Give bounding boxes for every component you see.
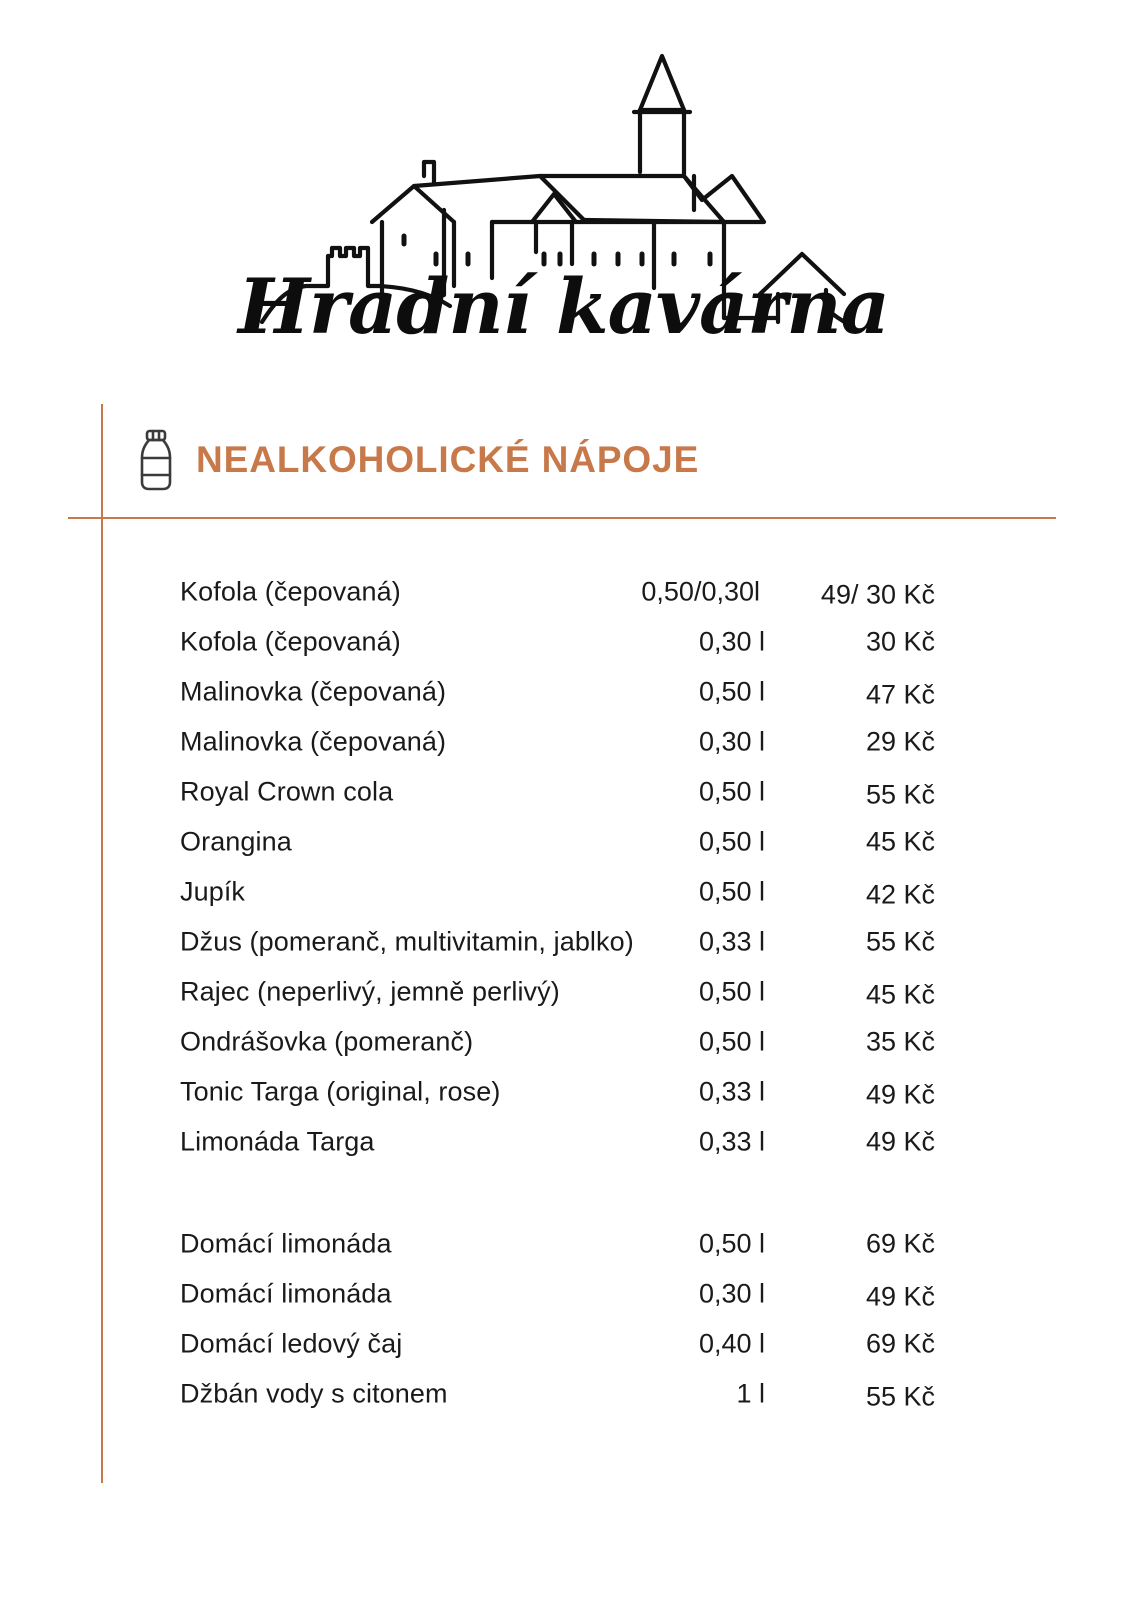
menu-item-price: 30 Kč	[865, 626, 935, 657]
menu-item-volume: 0,50 l	[698, 676, 765, 707]
menu-item-name: Ondrášovka (pomeranč)	[180, 1026, 474, 1057]
menu-item-volume: 0,33 l	[698, 1076, 765, 1107]
menu-item-price: 45 Kč	[865, 826, 935, 857]
menu-item-volume: 1 l	[736, 1378, 765, 1409]
menu-item-price: 49 Kč	[865, 1126, 935, 1157]
menu-item-price: 45 Kč	[865, 979, 935, 1010]
menu-item-volume: 0,30 l	[698, 1278, 765, 1309]
horizontal-divider	[68, 517, 1056, 519]
menu-row	[180, 1017, 940, 1067]
menu-item-volume: 0,30 l	[698, 626, 765, 657]
menu-item-price: 47 Kč	[865, 679, 935, 710]
menu-item-name: Domácí limonáda	[180, 1278, 392, 1309]
menu-row	[180, 567, 940, 617]
menu-row	[180, 1319, 940, 1369]
menu-row	[180, 717, 940, 767]
menu-item-name: Rajec (neperlivý, jemně perlivý)	[180, 976, 560, 1007]
bottle-icon	[138, 428, 174, 492]
menu-item-volume: 0,50 l	[698, 976, 765, 1007]
menu-row	[180, 867, 940, 917]
menu-item-volume: 0,33 l	[698, 926, 765, 957]
menu-item-name: Tonic Targa (original, rose)	[180, 1076, 501, 1107]
menu-row	[180, 767, 940, 817]
menu-row	[180, 967, 940, 1017]
menu-item-price: 49/ 30 Kč	[820, 579, 935, 610]
menu-row	[180, 817, 940, 867]
menu-item-volume: 0,50 l	[698, 876, 765, 907]
section-title: NEALKOHOLICKÉ NÁPOJE	[196, 439, 700, 480]
menu-item-name: Orangina	[180, 826, 292, 857]
menu-item-volume: 0,50 l	[698, 826, 765, 857]
menu-item-price: 69 Kč	[865, 1228, 935, 1259]
menu-item-price: 55 Kč	[865, 926, 935, 957]
menu-item-price: 49 Kč	[865, 1281, 935, 1312]
menu-item-price: 35 Kč	[865, 1026, 935, 1057]
menu-item-name: Kofola (čepovaná)	[180, 626, 401, 657]
menu-row	[180, 1369, 940, 1419]
menu-item-volume: 0,50 l	[698, 776, 765, 807]
menu-row	[180, 667, 940, 717]
brand-name: Hradní kavárna	[238, 262, 889, 351]
menu-item-name: Royal Crown cola	[180, 776, 394, 807]
menu-item-name: Malinovka (čepovaná)	[180, 726, 447, 757]
menu-item-name: Domácí limonáda	[180, 1228, 392, 1259]
menu-item-price: 69 Kč	[865, 1328, 935, 1359]
menu-item-volume: 0,40 l	[698, 1328, 765, 1359]
menu-item-price: 55 Kč	[865, 779, 935, 810]
menu-item-name: Džbán vody s citonem	[180, 1378, 448, 1409]
menu-item-volume: 0,33 l	[698, 1126, 765, 1157]
menu-item-price: 49 Kč	[865, 1079, 935, 1110]
menu-item-name: Limonáda Targa	[180, 1126, 375, 1157]
menu-row	[180, 1269, 940, 1319]
menu-item-name: Džus (pomeranč, multivitamin, jablko)	[180, 926, 634, 957]
menu-item-volume: 0,50 l	[698, 1228, 765, 1259]
menu-row	[180, 1219, 940, 1269]
menu-item-name: Domácí ledový čaj	[180, 1328, 403, 1359]
menu-list	[180, 567, 940, 1419]
menu-row	[180, 1117, 940, 1167]
menu-item-name: Jupík	[180, 876, 246, 907]
menu-item-volume: 0,50/0,30l	[641, 576, 760, 607]
section-header	[138, 419, 699, 501]
menu-item-price: 42 Kč	[865, 879, 935, 910]
menu-group-spacer	[180, 1167, 940, 1219]
menu-item-name: Malinovka (čepovaná)	[180, 676, 447, 707]
menu-row	[180, 1067, 940, 1117]
menu-item-name: Kofola (čepovaná)	[180, 576, 401, 607]
menu-item-price: 29 Kč	[865, 726, 935, 757]
menu-item-volume: 0,50 l	[698, 1026, 765, 1057]
menu-row	[180, 617, 940, 667]
brand-logo	[0, 50, 1127, 390]
menu-row	[180, 917, 940, 967]
menu-item-volume: 0,30 l	[698, 726, 765, 757]
menu-item-price: 55 Kč	[865, 1381, 935, 1412]
vertical-accent-rule	[101, 404, 103, 1483]
